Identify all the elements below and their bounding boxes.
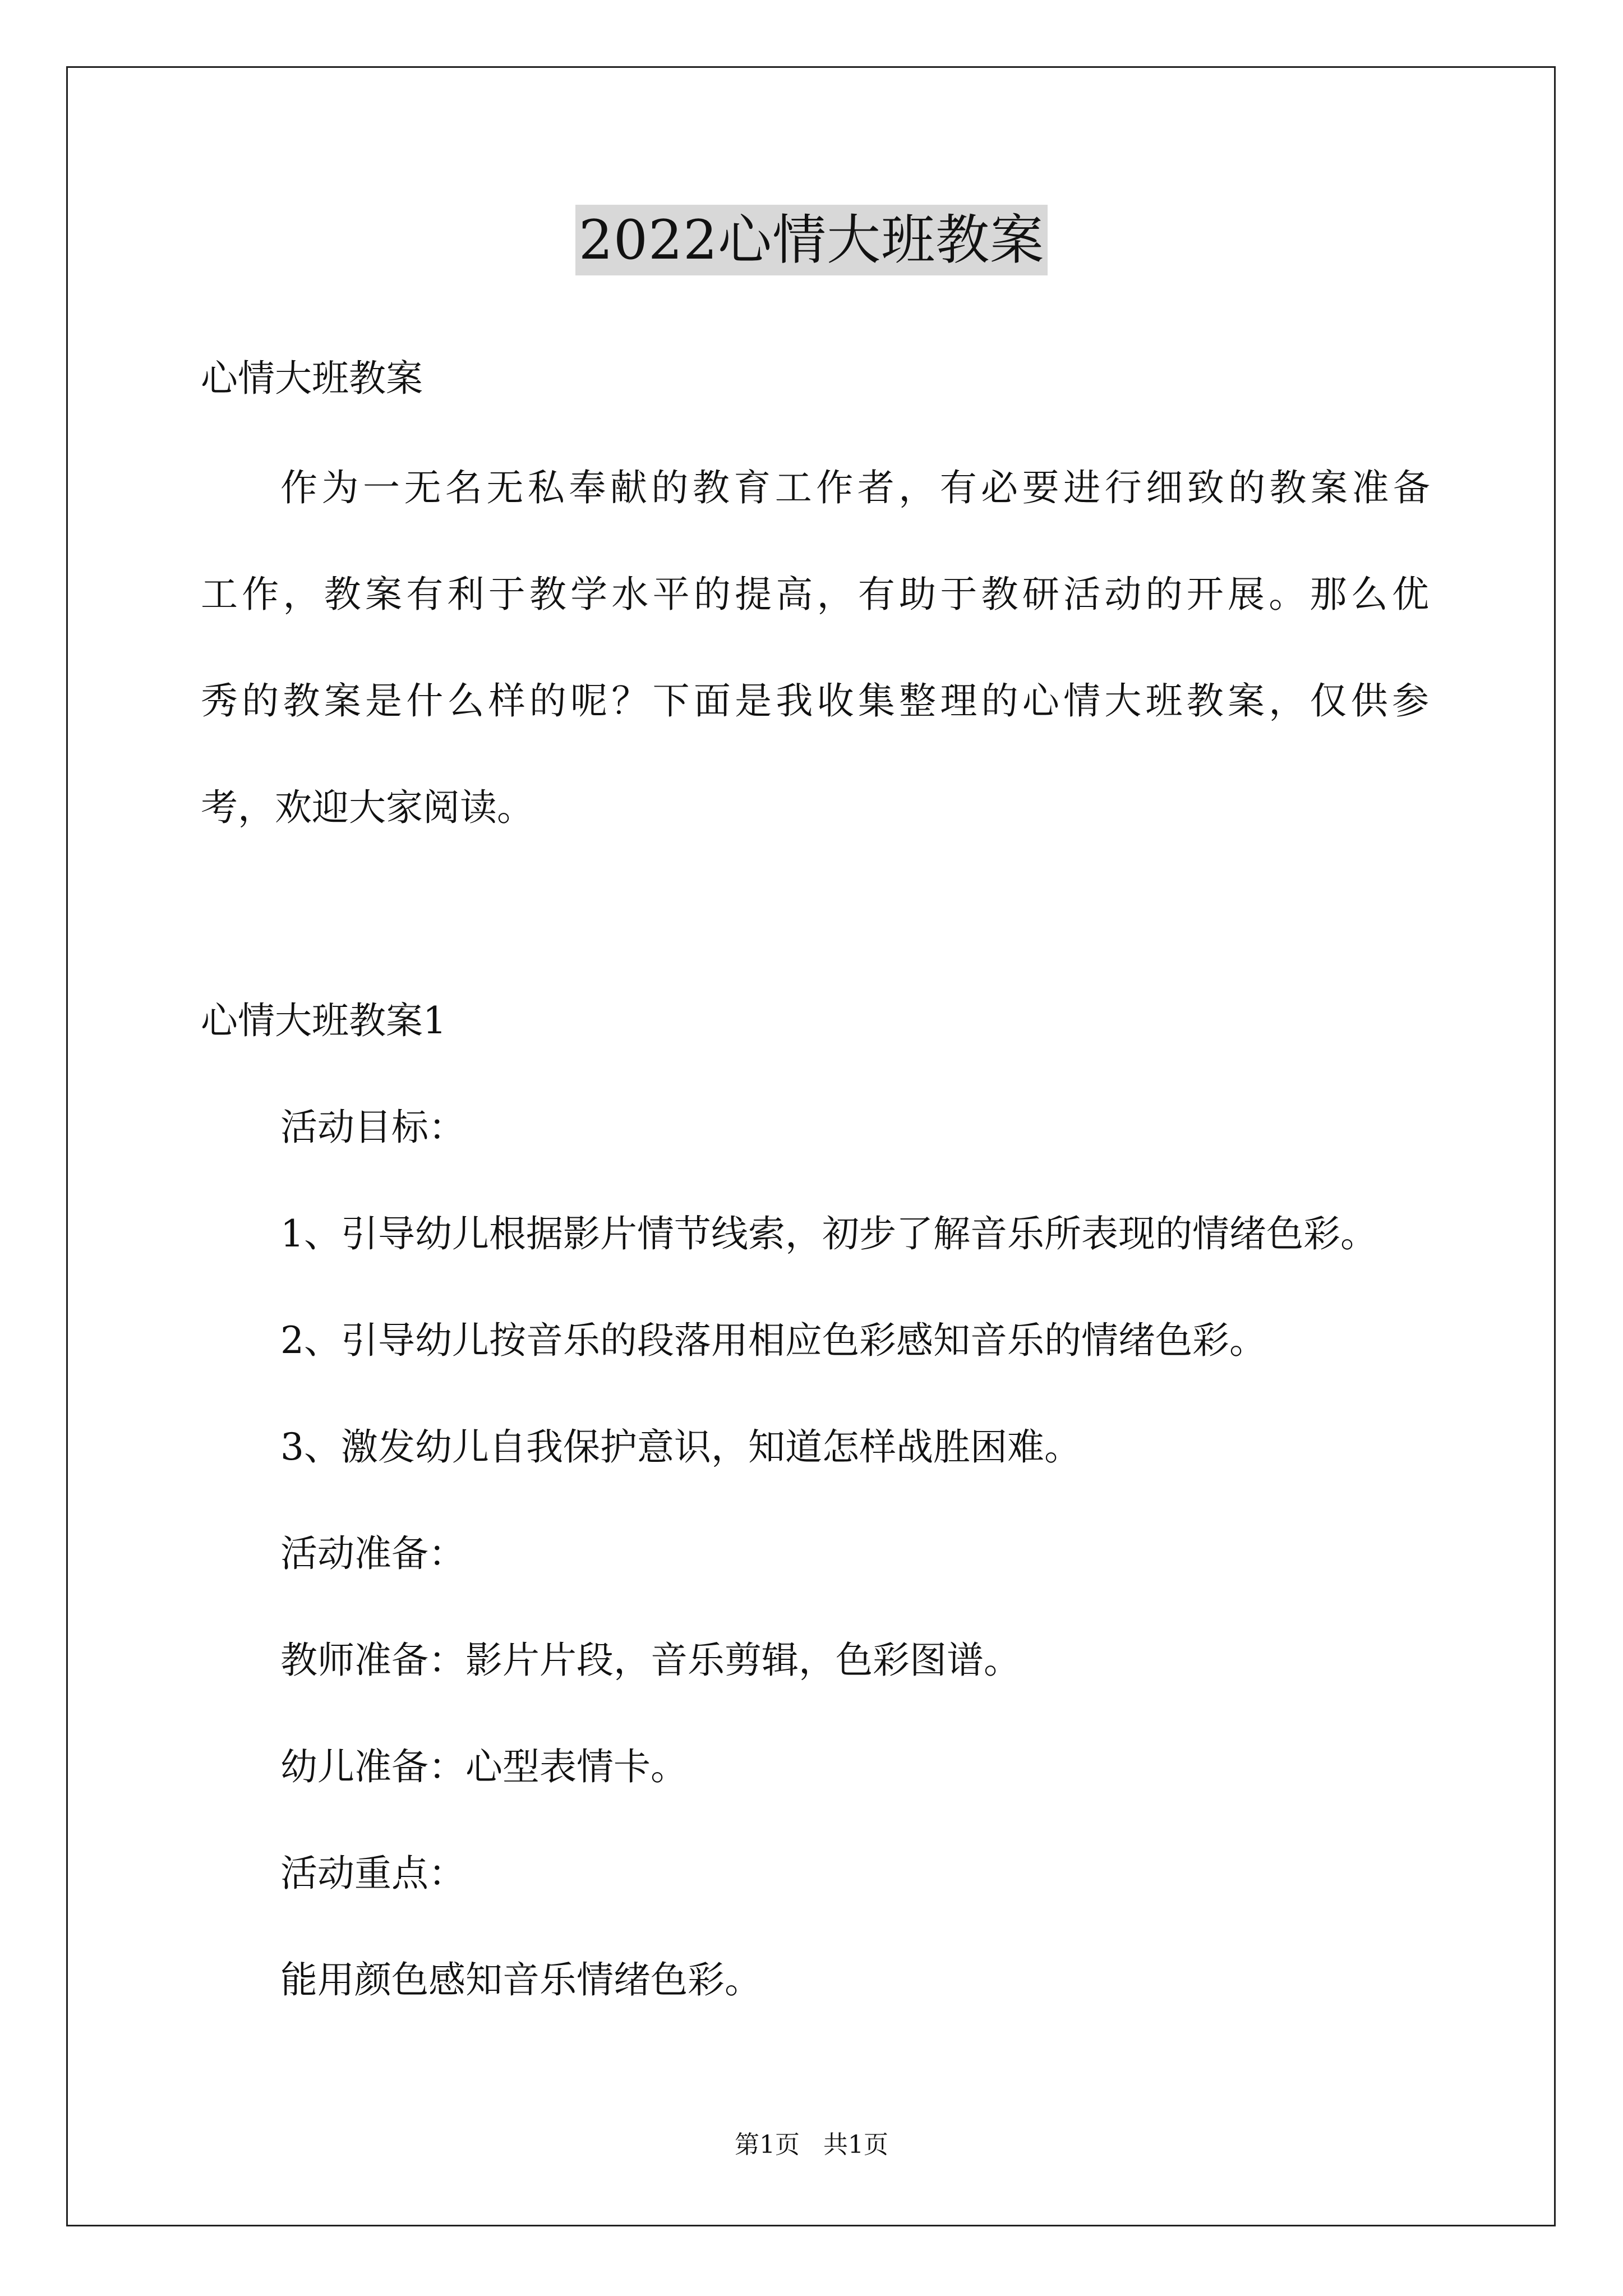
goal-item-1: 1、引导幼儿根据影片情节线索，初步了解音乐所表现的情绪色彩。	[280, 1212, 1377, 1255]
document-subtitle: 心情大班教案	[201, 357, 423, 400]
focus-text: 能用颜色感知音乐情绪色彩。	[280, 1958, 762, 2001]
focus-heading: 活动重点：	[280, 1852, 465, 1895]
prep-item-teacher: 教师准备：影片片段，音乐剪辑，色彩图谱。	[280, 1639, 1021, 1682]
document-title: 2022心情大班教案	[575, 205, 1048, 275]
page-footer: 第1页 共1页	[735, 2131, 888, 2159]
prep-heading: 活动准备：	[280, 1532, 465, 1575]
intro-line-2: 工作，教案有利于教学水平的提高，有助于教研活动的开展。那么优	[201, 573, 1429, 616]
intro-line-4: 考，欢迎大家阅读。	[201, 786, 534, 829]
prep-item-children: 幼儿准备：心型表情卡。	[280, 1745, 688, 1788]
goal-item-3: 3、激发幼儿自我保护意识，知道怎样战胜困难。	[280, 1425, 1081, 1469]
section-heading: 心情大班教案1	[201, 999, 446, 1042]
title-container	[0, 205, 1623, 275]
intro-line-3: 秀的教案是什么样的呢？下面是我收集整理的心情大班教案，仅供参	[201, 679, 1429, 723]
intro-line-1: 作为一无名无私奉献的教育工作者，有必要进行细致的教案准备	[280, 466, 1430, 509]
goal-item-2: 2、引导幼儿按音乐的段落用相应色彩感知音乐的情绪色彩。	[280, 1319, 1266, 1362]
goals-heading: 活动目标：	[280, 1106, 465, 1149]
